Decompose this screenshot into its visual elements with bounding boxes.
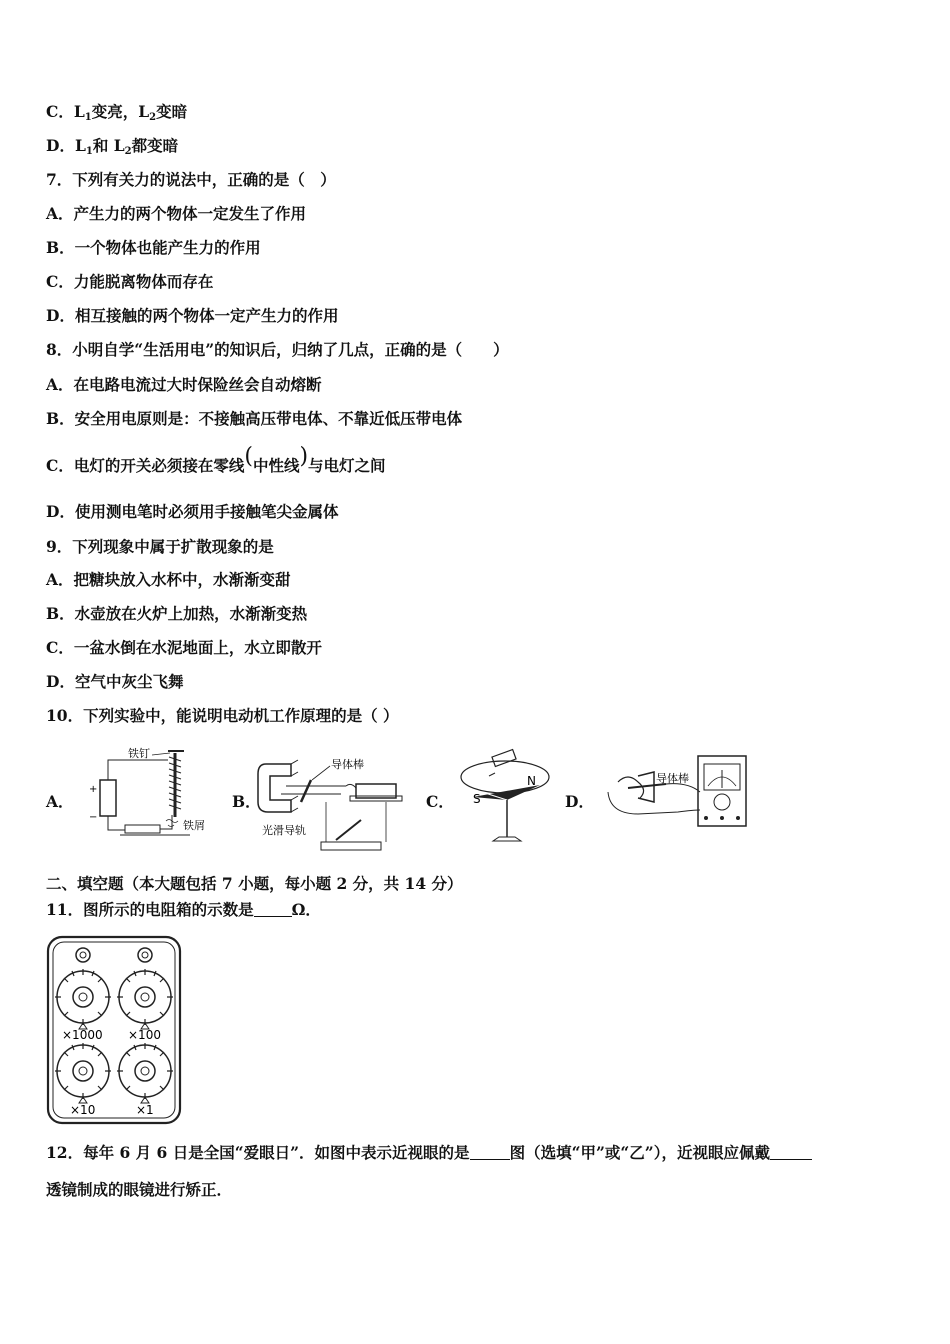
q11-stem: 11．图所示的电阻箱的示数是 Ω．	[46, 900, 321, 919]
q8-option-c: C．电灯的开关必须接在零线(中性线)与电灯之间	[46, 444, 386, 475]
q7-option-a: A．产生力的两个物体一定发生了作用	[46, 204, 307, 223]
q12-line-2: 透镜制成的眼镜进行矫正．	[46, 1180, 233, 1199]
q7-option-c: C．力能脱离物体而存在	[46, 272, 214, 291]
q12-blank-1[interactable]	[470, 1145, 510, 1160]
battery-plus: +	[89, 784, 98, 795]
battery-minus: −	[89, 812, 98, 823]
terminal-left	[76, 948, 90, 962]
figure-d-galvanometer	[598, 752, 750, 832]
q12-blank-2[interactable]	[770, 1145, 812, 1160]
dial-label-x1000: ×1000	[62, 1028, 103, 1042]
figure-a-electromagnet	[80, 745, 220, 840]
q12-stem: 12．每年 6 月 6 日是全国“爱眼日”．如图中表示近视眼的是 图（选填“甲”或“乙”），近视眼应佩戴	[46, 1143, 812, 1163]
q8-option-b: B．安全用电原则是：不接触高压带电体、不靠近低压带电体	[46, 409, 463, 428]
section-2-heading: 二、填空题（本大题包括 7 小题，每小题 2 分，共 14 分）	[46, 874, 463, 893]
dial-label-x1: ×1	[136, 1103, 154, 1117]
q9-option-d: D．空气中灰尘飞舞	[46, 672, 184, 691]
q9-stem: 9．下列现象中属于扩散现象的是	[46, 537, 274, 556]
dial-label-x100: ×100	[128, 1028, 161, 1042]
conductor-rod	[301, 780, 311, 802]
galvanometer	[698, 756, 746, 826]
figure-b-rail	[256, 752, 416, 857]
label-nail: 铁钉	[128, 747, 150, 760]
dial-x1000	[55, 969, 111, 1029]
dial-x1	[117, 1043, 173, 1103]
battery	[100, 780, 116, 816]
q10-label-a: A．	[46, 792, 74, 811]
q6-option-c: C．$L_1$变亮，$L_2$变暗	[46, 102, 188, 123]
q10-label-c: C．	[426, 792, 454, 811]
q10-stem: 10．下列实验中，能说明电动机工作原理的是（ ）	[46, 706, 399, 725]
dial-label-x10: ×10	[70, 1103, 96, 1117]
label-rail: 光滑导轨	[262, 824, 306, 837]
terminal-right	[138, 948, 152, 962]
figure-c-compass	[455, 745, 555, 850]
resistance-box	[46, 935, 182, 1125]
q7-option-d: D．相互接触的两个物体一定产生力的作用	[46, 306, 339, 325]
q11-answer-blank[interactable]	[254, 902, 292, 917]
label-filings: 铁屑	[183, 819, 205, 832]
q9-option-c: C．一盆水倒在水泥地面上，水立即散开	[46, 638, 322, 657]
q10-label-b: B．	[232, 792, 261, 811]
q9-option-b: B．水壶放在火炉上加热，水渐渐变热	[46, 604, 308, 623]
q8-option-d: D．使用测电笔时必须用手接触笔尖金属体	[46, 502, 339, 521]
label-n: N	[527, 774, 536, 788]
q9-option-a: A．把糖块放入水杯中，水渐渐变甜	[46, 570, 291, 589]
q8-option-a: A．在电路电流过大时保险丝会自动熔断	[46, 375, 322, 394]
q7-stem: 7．下列有关力的说法中，正确的是（ ）	[46, 170, 336, 189]
label-s: S	[473, 792, 481, 806]
dial-x100	[117, 969, 173, 1029]
q6-option-d: D．$L_1$和 $L_2$都变暗	[46, 136, 179, 157]
q8-stem: 8．小明自学“生活用电”的知识后，归纳了几点，正确的是（ ）	[46, 340, 509, 359]
dial-x10	[55, 1043, 111, 1103]
label-rod: 导体棒	[656, 772, 689, 785]
q10-label-d: D．	[565, 792, 594, 811]
u-magnet	[258, 764, 291, 812]
label-rod: 导体棒	[331, 758, 364, 771]
q7-option-b: B．一个物体也能产生力的作用	[46, 238, 261, 257]
